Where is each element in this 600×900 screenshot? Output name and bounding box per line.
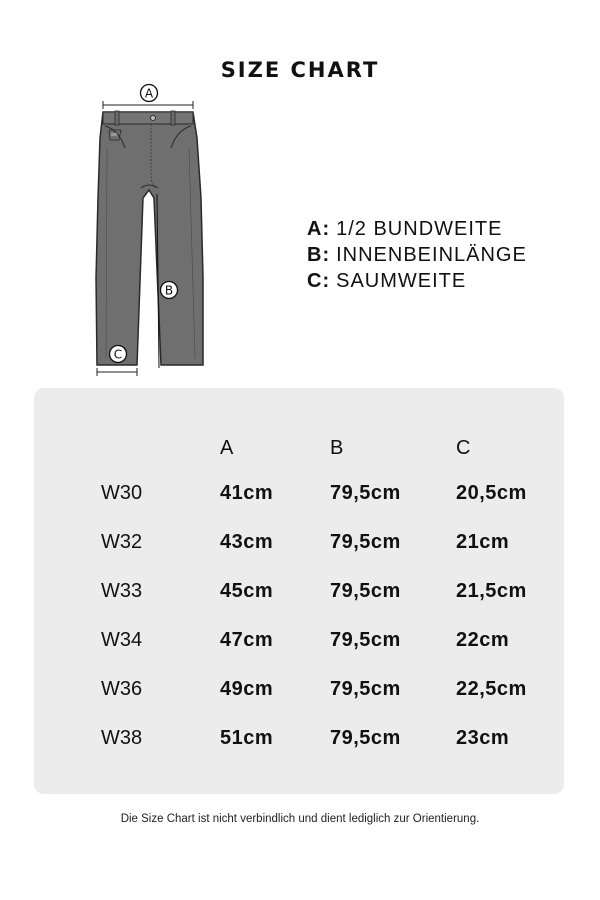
table-header — [34, 433, 564, 463]
table-row — [34, 478, 564, 508]
b-cell: 79,5cm — [330, 531, 401, 553]
a-cell: 49cm — [220, 678, 274, 700]
marker-c — [110, 346, 127, 363]
a-cell: 51cm — [220, 727, 274, 749]
legend-text: 1/2 BUNDWEITE — [336, 218, 503, 240]
c-cell: 22cm — [456, 629, 510, 651]
b-cell: 79,5cm — [330, 482, 401, 504]
header-cell-b: B — [330, 437, 344, 459]
marker-c-label: C — [113, 347, 123, 362]
a-cell: 43cm — [220, 531, 274, 553]
disclaimer-note: Die Size Chart ist nicht verbindlich und dient lediglich zur Orientierung. — [120, 813, 480, 825]
c-cell: 20,5cm — [456, 482, 527, 504]
size-cell: W36 — [101, 678, 143, 700]
legend-key: C: — [307, 270, 331, 292]
pants-shape — [96, 112, 203, 365]
table-row — [34, 674, 564, 704]
a-cell: 47cm — [220, 629, 274, 651]
marker-a — [141, 85, 158, 102]
header-cell-a: A — [220, 437, 234, 459]
legend-text: INNENBEINLÄNGE — [336, 244, 527, 266]
measurement-legend — [307, 216, 527, 294]
table-row — [34, 576, 564, 606]
legend-key: A: — [307, 218, 331, 240]
a-cell: 45cm — [220, 580, 274, 602]
page-title: SIZE CHART — [220, 58, 380, 82]
b-cell: 79,5cm — [330, 580, 401, 602]
b-cell: 79,5cm — [330, 678, 401, 700]
size-cell: W38 — [101, 727, 143, 749]
size-cell: W32 — [101, 531, 143, 553]
legend-key: B: — [307, 244, 331, 266]
size-table-panel — [34, 388, 564, 794]
hem-measure-line — [97, 368, 137, 376]
legend-item-b — [307, 242, 527, 268]
b-cell: 79,5cm — [330, 629, 401, 651]
c-cell: 23cm — [456, 727, 510, 749]
legend-item-a — [307, 216, 527, 242]
header-cell-c: C — [456, 437, 471, 459]
legend-item-c — [307, 268, 527, 294]
table-row — [34, 723, 564, 753]
size-cell: W33 — [101, 580, 143, 602]
jeans-illustration — [85, 78, 220, 378]
marker-b-label: B — [164, 283, 174, 298]
legend-text: SAUMWEITE — [336, 270, 467, 292]
c-cell: 21cm — [456, 531, 510, 553]
b-cell: 79,5cm — [330, 727, 401, 749]
waist-measure-line — [103, 101, 193, 109]
marker-b — [161, 282, 178, 299]
table-row — [34, 625, 564, 655]
size-cell: W30 — [101, 482, 143, 504]
c-cell: 22,5cm — [456, 678, 527, 700]
table-row — [34, 527, 564, 557]
c-cell: 21,5cm — [456, 580, 527, 602]
a-cell: 41cm — [220, 482, 274, 504]
marker-a-label: A — [144, 86, 154, 101]
size-cell: W34 — [101, 629, 143, 651]
